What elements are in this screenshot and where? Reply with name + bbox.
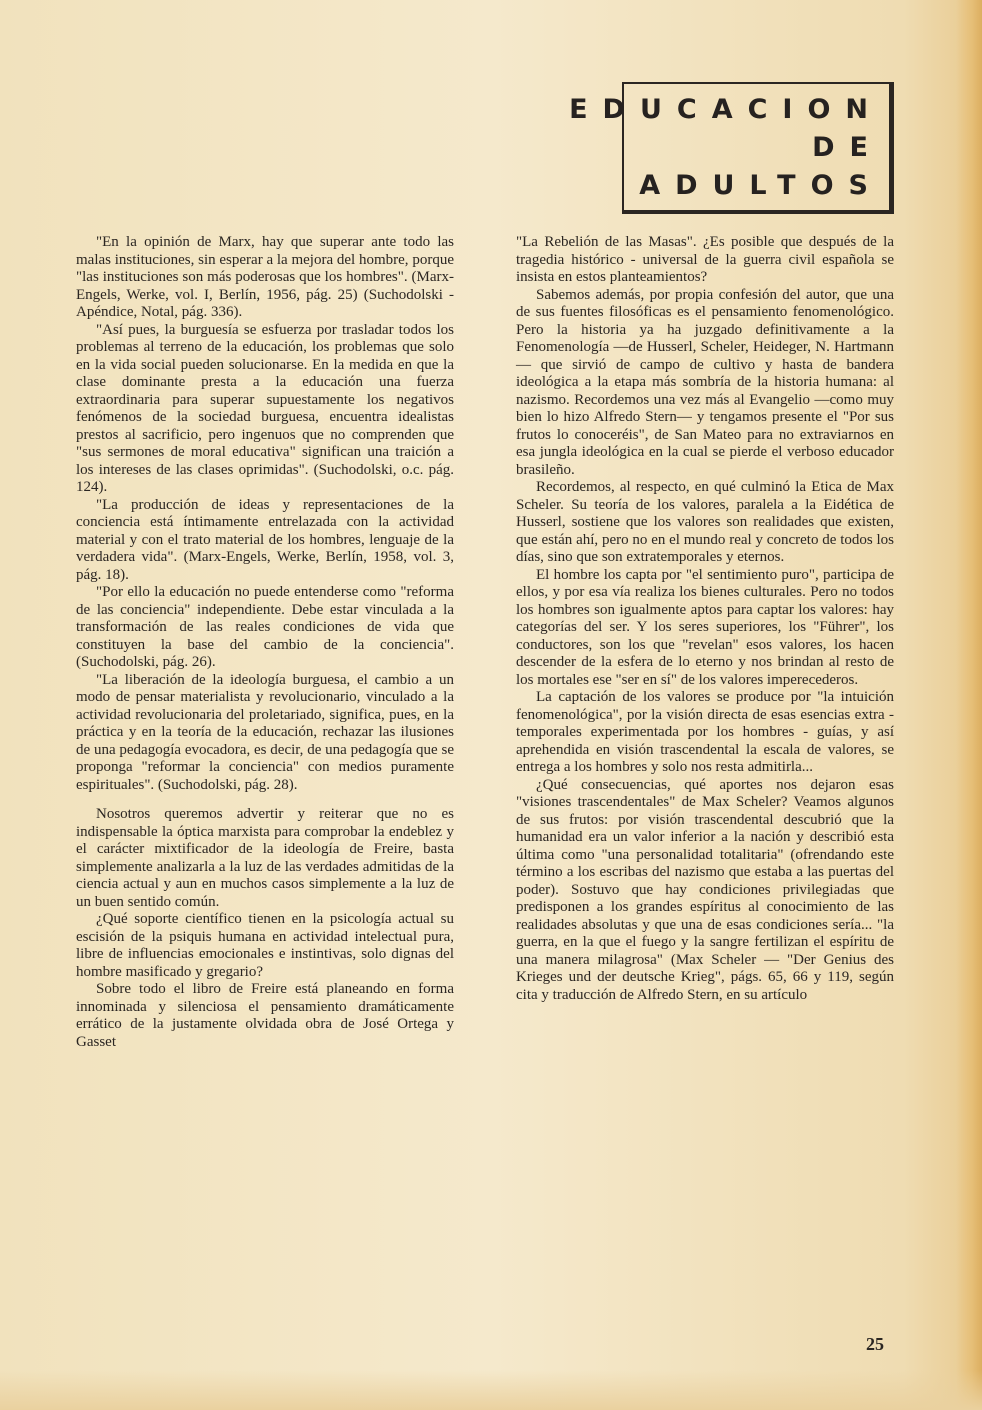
paragraph: "La producción de ideas y representaciones de la conciencia está íntimamente entrelazada con la actividad material y con el trato material de los hombres, lenguaje de la verdadera vida". (Marx-Engels, Werke, Berlín, 1958, vol. 3, pág. 18).	[76, 496, 454, 583]
paragraph: "La liberación de la ideología burguesa, el cambio a un modo de pensar materialista y revolucionario, vinculado a la actividad revolucionaria del proletariado, significa, pues, en la práctica y en la teoría de la educación, rechazar las ilusiones de una pedagogía evocadora, es decir, de una pedagogía que se proponga "reformar la conciencia" con medios puramente espirituales". (Suchodolski, pág. 28).	[76, 671, 454, 793]
paragraph: "Por ello la educación no puede entenderse como "reforma de las conciencia" independiente. Debe estar vinculada a la transformación de las reales condiciones de vida que constituyen la base del cambio de la conciencia". (Suchodolski, pág. 26).	[76, 584, 454, 670]
paragraph: La captación de los valores se produce por "la intuición fenomenológica", por la visión directa de esas esencias extra - temporales experimentada por los hombres - guías, y así aprehendida en visión trascendental la escala de valores, se entrega a los hombres y solo nos resta admitirla...	[516, 689, 894, 775]
section-title-box	[569, 82, 894, 214]
paragraph: Sabemos además, por propia confesión del autor, que una de sus fuentes filosóficas es el pensamiento fenomenológico. Pero la historia ya ha juzgado definitivamente a la Fenomenología —de Husserl, Scheler, Heideger, N. Hartmann— que sirvió de campo de cultivo y hasta de bandera ideológica a la etapa más sombría de la historia humana: al nazismo. Recordemos una vez más al Evangelio —como muy bien lo hizo Alfredo Stern— y tengamos presente el "Por sus frutos lo conoceréis", de San Mateo para no extraviarnos en esa jungla ideológica en la cual se pierde el verboso educador brasileño.	[516, 286, 894, 478]
page-edge-shadow	[956, 0, 982, 1410]
paragraph: "La Rebelión de las Masas". ¿Es posible que después de la tragedia histórico - universal de la guerra civil española se insista en estos planteamientos?	[516, 234, 894, 285]
paragraph: "En la opinión de Marx, hay que superar ante todo las malas instituciones, sin esperar a la mejora del hombre, porque "las instituciones son más poderosas que los hombres". (Marx-Engels, Werke, vol. I, Berlín, 1956, pág. 25) (Suchodolski - Apéndice, Notal, pág. 336).	[76, 234, 454, 320]
paragraph: ¿Qué soporte científico tienen en la psicología actual su escisión de la psiquis humana en actividad intelectual pura, libre de influencias emocionales e instintivas, solo dignas del hombre masificado y gregario?	[76, 911, 454, 980]
right-text-column	[516, 234, 894, 1004]
paragraph: Sobre todo el libro de Freire está planeando en forma innominada y silenciosa el pensamiento dramáticamente errático de la justamente olvidada obra de José Ortega y Gasset	[76, 981, 454, 1050]
left-text-column	[76, 234, 454, 1051]
paragraph: Nosotros queremos advertir y reiterar que no es indispensable la óptica marxista para comprobar la endeblez y el carácter mixtificador de la ideología de Freire, basta simplemente analizarla a la luz de las verdades admitidas de la ciencia actual y aun en muchos casos simplemente a la luz de un buen sentido común.	[76, 806, 454, 910]
section-title-line-1: EDUCACION	[569, 94, 883, 125]
paragraph: Recordemos, al respecto, en qué culminó la Etica de Max Scheler. Su teoría de los valores, paralela a la Eidética de Husserl, sostiene que los valores son realidades que existen, que están ahí, pero no en el mundo real y concreto de todos los días, sino que son extratemporales y eternos.	[516, 479, 894, 565]
page-bottom-shadow	[0, 1370, 982, 1410]
paragraph: El hombre los capta por "el sentimiento puro", participa de ellos, y por esa vía realiza los bienes culturales. Pero no todos los hombres son igualmente aptos para captar los valores: hay categorías del ser. Y los seres superiores, los "Führer", los conductores, son los que "revelan" esos valores, los hacen descender de la esfera de lo eterno y nos brindan al resto de los mortales ese "ser en sí" de los valores imperecederos.	[516, 566, 894, 688]
page-number: 25	[866, 1334, 884, 1354]
paragraph: "Así pues, la burguesía se esfuerza por trasladar todos los problemas al terreno de la educación, los problemas que solo en la vida social pueden solucionarse. En la medida en que la clase dominante presta a la educación una fuerza extraordinaria para superar supuestamente los negativos fenómenos de la sociedad burguesa, encuentra idealistas prestos al sacrificio, pero ingenuos que no comprenden que "sus sermones de moral educativa" significan una traición a los intereses de las clases oprimidas". (Suchodolski, o.c. pág. 124).	[76, 321, 454, 495]
paragraph: ¿Qué consecuencias, qué aportes nos dejaron esas "visiones trascendentales" de Max Scheler? Veamos algunos de sus frutos: por visión trascendental descubrió que la humanidad era un valor inferior a la nación y describió esta última como "una personalidad totalitaria" (ofrendando este término a los escribas del nazismo que estaba a las puertas del poder). Sostuvo que hay condiciones privilegiadas que predisponen a los grandes espíritus al conocimiento de las realidades absolutas y que una de esas condiciones sería... "la guerra, en la que el fuego y la sangre fertilizan el espíritu de una manera milagrosa" (Max Scheler — "Der Genius des Krieges und der deutsche Krieg", págs. 65, 66 y 119, según cita y traducción de Alfredo Stern, en su artículo	[516, 776, 894, 1003]
section-title-line-2: DE	[812, 132, 883, 163]
section-title-line-3: ADULTOS	[639, 170, 883, 201]
